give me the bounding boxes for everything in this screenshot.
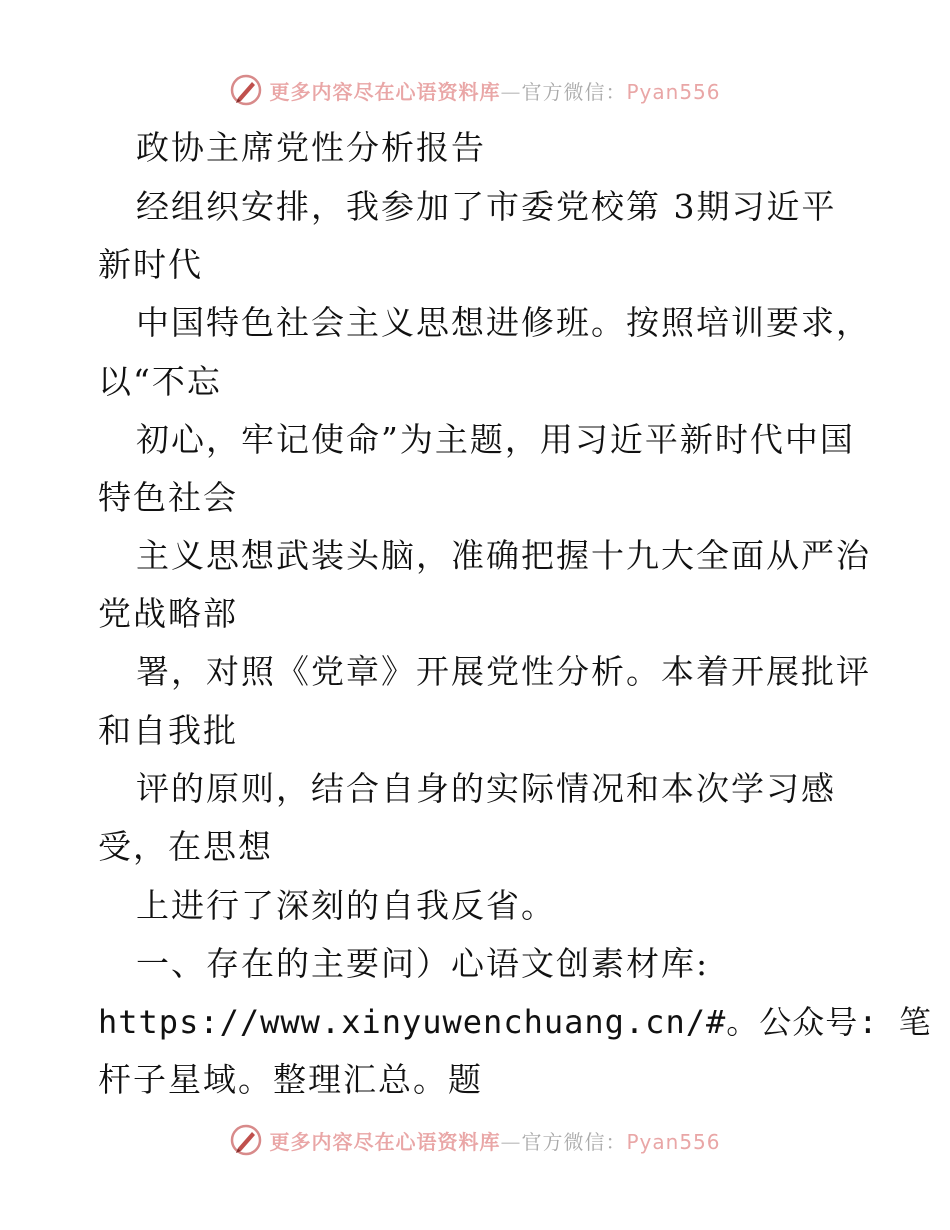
banner-wechat-id: Pyan556 — [626, 79, 721, 104]
text-line: 上进行了深刻的自我反省。 — [136, 886, 556, 925]
text-line: https://www.xinyuwenchuang.cn/#。公众号: 笔 — [98, 1003, 932, 1041]
text-line: 杆子星域。整理汇总。题 — [98, 1060, 483, 1099]
text-line: 和自我批 — [98, 711, 238, 750]
text-line: 中国特色社会主义思想进修班。按照培训要求， — [136, 303, 871, 342]
banner-brand: 更多内容尽在心语资料库 — [269, 1129, 501, 1154]
banner-wechat-id: Pyan556 — [626, 1129, 721, 1154]
banner-separator: — — [500, 1129, 522, 1154]
text-line: 党战略部 — [98, 594, 238, 633]
text-line: 新时代 — [98, 245, 203, 284]
text-line: 以“不忘 — [98, 362, 222, 401]
banner-official-label: 官方微信： — [521, 1129, 627, 1154]
text-line: 经组织安排，我参加了市委党校第 3期习近平 — [136, 187, 837, 226]
text-line: 署，对照《党章》开展党性分析。本着开展批评 — [136, 652, 871, 691]
pen-logo-icon — [229, 1123, 263, 1157]
banner-separator: — — [500, 79, 522, 104]
header-watermark-banner — [0, 70, 950, 110]
pen-logo-icon — [229, 73, 263, 107]
text-line: 主义思想武装头脑，准确把握十九大全面从严治 — [136, 536, 871, 575]
banner-text — [269, 1126, 720, 1155]
text-line: 一、存在的主要问）心语文创素材库: — [136, 944, 710, 983]
text-line: 初心，牢记使命”为主题，用习近平新时代中国 — [136, 420, 855, 459]
text-line: 评的原则，结合自身的实际情况和本次学习感 — [136, 769, 836, 808]
document-title: 政协主席党性分析报告 — [136, 128, 486, 167]
banner-official-label: 官方微信： — [521, 79, 627, 104]
text-line: 受，在思想 — [98, 827, 273, 866]
banner-brand: 更多内容尽在心语资料库 — [269, 79, 501, 104]
footer-watermark-banner — [0, 1120, 950, 1160]
text-line: 特色社会 — [98, 478, 238, 517]
banner-text — [269, 76, 720, 105]
